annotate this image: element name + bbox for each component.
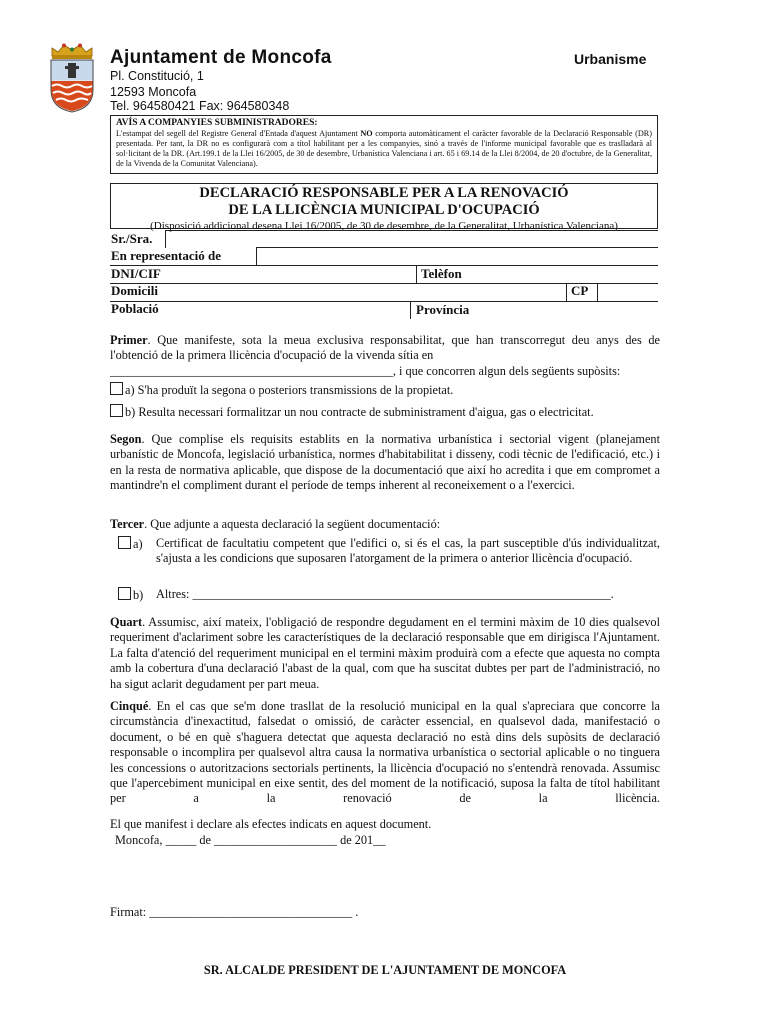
section-cinque xyxy=(110,699,660,807)
address-street: Pl. Constitució, 1 xyxy=(110,69,204,83)
poblacio-field[interactable] xyxy=(180,302,406,319)
representation-field[interactable] xyxy=(257,248,657,265)
tercer-label: Tercer xyxy=(110,517,145,531)
document-b-letter: b) xyxy=(133,588,144,602)
sr-sra-field[interactable] xyxy=(166,231,656,248)
option-b-checkbox[interactable] xyxy=(110,404,123,417)
address-postal: 12593 Moncofa xyxy=(110,85,197,99)
segon-label: Segon xyxy=(110,432,142,446)
document-a-marker xyxy=(118,536,143,552)
document-b-checkbox[interactable] xyxy=(118,587,131,600)
poblacio-label: Població xyxy=(111,301,159,316)
signature-line[interactable]: Firmat: _________________________________ . xyxy=(110,905,359,919)
provincia-field[interactable] xyxy=(480,302,656,319)
quart-label: Quart xyxy=(110,615,143,629)
declaration-title-box xyxy=(110,183,658,232)
notice-text xyxy=(116,129,652,169)
document-a-letter: a) xyxy=(133,537,143,551)
document-a-text: Certificat de facultatiu competent que l'edifici o, si és el cas, la part susceptible d'ús individualitzat, s'ajusta a les condicions que suposaren l'atorgament de la primera o anterior llicència d'ocupació. xyxy=(156,536,660,566)
cp-label: CP xyxy=(571,283,589,298)
declaration-subtitle: (Disposició addicional desena Llei 16/2005, de 30 de desembre, de la Generalitat, Urbanística Valenciana) xyxy=(150,220,618,232)
telefon-label: Telèfon xyxy=(421,266,462,281)
dni-cif-label: DNI/CIF xyxy=(111,266,161,281)
primer-address-line: ______________________________________________, i que concorren algun dels següents supòsits: xyxy=(110,363,621,378)
representation-label: En representació de xyxy=(111,248,222,263)
primer-text: . Que manifeste, sota la meua exclusiva responsabilitat, que han transcorregut deu anys des de l'obtenció de la primera llicència d'ocupació de la vivenda sítia en xyxy=(110,333,660,363)
sr-sra-label: Sr./Sra. xyxy=(111,231,153,246)
declaration-title-line1: DECLARACIÓ RESPONSABLE PER A LA RENOVACIÓ xyxy=(199,185,569,201)
document-b-text: Altres: ____________________________________________________________________. xyxy=(156,587,614,601)
dni-cif-field[interactable] xyxy=(180,266,410,283)
section-quart xyxy=(110,615,660,692)
option-a-label: a) S'ha produït la segona o posteriors transmissions de la propietat. xyxy=(125,383,454,397)
notice-title: AVÍS A COMPANYIES SUBMINISTRADORES: xyxy=(116,118,318,128)
section-segon xyxy=(110,432,660,494)
municipality-name: Ajuntament de Moncofa xyxy=(110,47,332,68)
addressee: SR. ALCALDE PRESIDENT DE L'AJUNTAMENT DE MONCOFA xyxy=(203,963,567,977)
section-primer xyxy=(110,333,660,379)
department-name: Urbanisme xyxy=(574,51,647,67)
segon-text: . Que complise els requisits establits en la normativa urbanística i sectorial vigent (planejament urbanístic de Moncofa, legislació urbanística, normes d'habitabilitat i disseny, codi tècnic de l'edificació, etc.) i en la resta de normativa aplicable, que dispose de la documentació que així ho acredita i que em compromet a mantindre'n el compliment durant el període de temps inherent al reconeixement o a l'exercici. xyxy=(110,432,660,493)
supplier-notice-box xyxy=(110,115,658,174)
section-tercer xyxy=(110,517,660,532)
cinque-text: . En el cas que se'm done trasllat de la resolució municipal en la qual s'apreciara que concorre la circumstància d'inexactitud, falsedat o omissió, de caràcter essencial, en qualsevol dada, manifestació o document, o bé en què s'haguera detectat que aquesta declaració no està dins dels supòsits de declaració responsable o incomplira per qualsevol altra causa la normativa urbanística o sectorial aplicable o no tinguera les concessions o autoritzacions sectorials pertinents, la llicència d'ocupació no s'entendrà renovada. Assumisc que l'apercebiment municipal en eixe sentit, des del moment de la notificació, suposa la falta de títol habilitant per a la renovació de la llicència. xyxy=(110,699,660,806)
domicili-label: Domicili xyxy=(111,283,158,298)
declaration-title-line2: DE LA LLICÈNCIA MUNICIPAL D'OCUPACIÓ xyxy=(228,202,540,218)
option-b-label: b) Resulta necessari formalitzar un nou contracte de subministrament d'aigua, gas o electricitat. xyxy=(125,405,594,419)
closing-statement: El que manifest i declare als efectes indicats en aquest document. xyxy=(110,817,432,831)
tercer-text: . Que adjunte a aquesta declaració la següent documentació: xyxy=(144,517,441,531)
option-a-checkbox[interactable] xyxy=(110,382,123,395)
notice-emphasis: NO xyxy=(360,129,373,138)
notice-text-part: comporta automàticament el caràcter favorable de la Declaració Responsable (DR) presentada. Per tant, la DR no es configurarà com a títol habilitant per a les companyies, sinó a través de l'informe municipal favorable que es traslladarà al sol·licitant de la DR. (Art.199.1 de la Llei 16/2005, de 30 de desembre, Urbanística Valenciana i art. 65 i 69.14 de la Llei 8/2004, de 20 d'octubre, de la Generalitat, de la Vivenda de la Comunitat Valenciana). xyxy=(116,129,652,168)
domicili-field[interactable] xyxy=(180,284,560,301)
notice-text-part: L'estampat del segell del Registre General d'Entada d'aquest Ajuntament xyxy=(116,129,361,138)
place-date-line[interactable]: Moncofa, _____ de ____________________ de 201__ xyxy=(115,833,386,847)
phone-fax: Tel. 964580421 Fax: 964580348 xyxy=(110,99,290,113)
telefon-field[interactable] xyxy=(480,266,656,283)
provincia-label: Província xyxy=(416,302,470,317)
municipal-crest-logo xyxy=(46,42,98,114)
option-b-row xyxy=(110,404,594,420)
option-a-row xyxy=(110,382,453,398)
applicant-fields xyxy=(110,229,658,319)
document-b-marker xyxy=(118,587,143,603)
cinque-label: Cinqué xyxy=(110,699,149,713)
cp-field[interactable] xyxy=(598,284,656,301)
document-a-checkbox[interactable] xyxy=(118,536,131,549)
quart-text: . Assumisc, així mateix, l'obligació de respondre degudament en el termini màxim de 10 dies qualsevol requeriment d'aclariment sobre les característiques de la declaració responsable que em dirigisca l'Ajuntament. La falta d'atenció del requeriment municipal en el termini màxim produirà com a efecte que aquesta no compta amb la cobertura d'una declaració l'abast de la qual, com que ha suscitat dubtes per part de l'administració, no ha sigut aclarit degudament per part meua. xyxy=(110,615,660,691)
primer-label: Primer xyxy=(110,333,148,347)
